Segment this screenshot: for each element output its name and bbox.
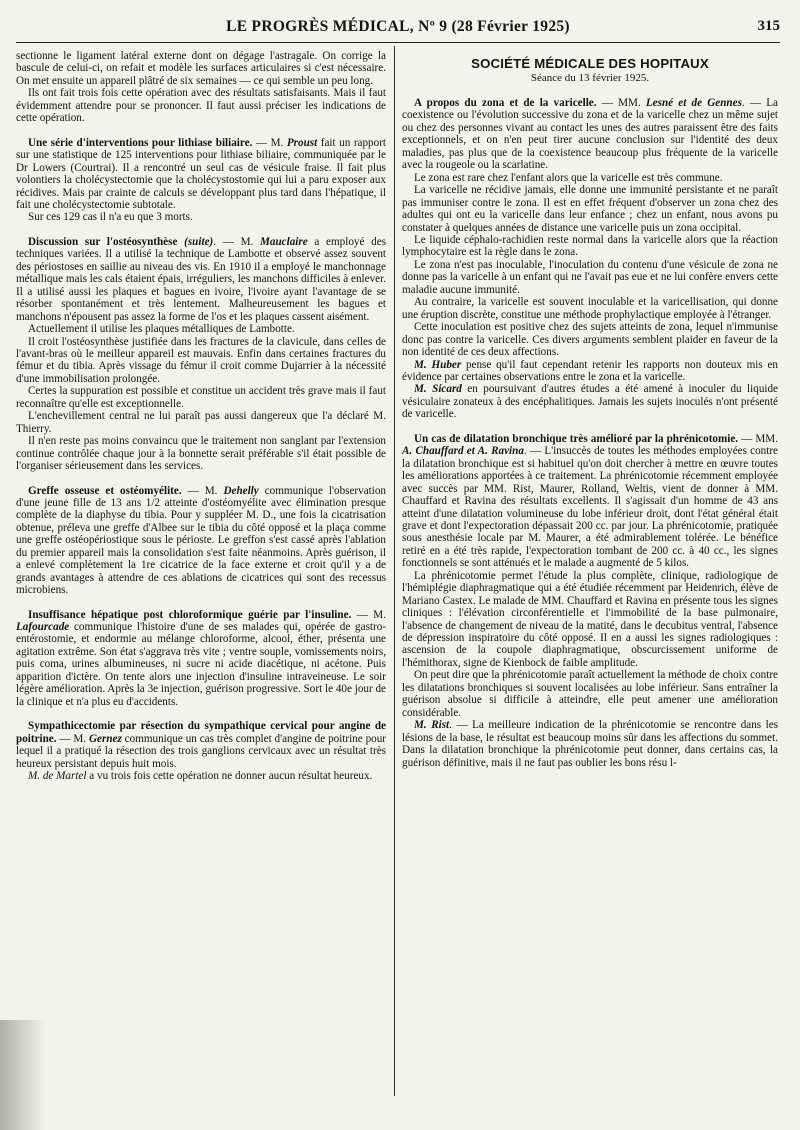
article-heading: Une série d'interventions pour lithiase biliaire. <box>28 136 253 149</box>
article-text: communique un cas très complet d'angine de poitrine pour lequel il a pratiqué la résection des trois ganglions cervicaux avec un résultat très heureux persistant depuis huit mois. <box>16 732 387 770</box>
paragraph: Le zona n'est pas inoculable, l'inoculation du contenu d'une vésicule de zona ne donne pas la varicelle à un enfant qui ne l'avait pas eue et ne lui confère envers cette maladie aucune immunité. <box>402 258 778 296</box>
article-heading-suite: (suite) <box>184 235 214 248</box>
journal-title: LE PROGRÈS MÉDICAL, Nº 9 (28 Février 1925) <box>226 18 570 35</box>
author-name: Lesné et de Gennes <box>645 97 742 109</box>
article-sympathicectomie <box>16 720 386 770</box>
article-heading: A propos du zona et de la varicelle. <box>414 97 597 109</box>
paragraph <box>402 383 778 420</box>
page-edge-shadow <box>0 1020 46 1130</box>
paragraph: Le liquide céphalo-rachidien reste normal dans la varicelle alors que la réaction lymphocytaire est la règle dans le zona. <box>402 233 778 259</box>
paragraph: Il n'en reste pas moins convaincu que le traitement non sanglant par l'extension continue contrôlée chaque jour à la bonnette serait préférable s'il était possible de l'organiser sérieusement dans les services. <box>16 435 386 473</box>
paragraph: La varicelle ne récidive jamais, elle donne une immunité persistante et ne paraît pas immuniser contre le zona. Il est en effet fréquent d'observer un zona chez des adultes qui ont eu la varicelle dans leur enfance ; chez un enfant, nous avons pu constater à quelques années de distance une varicelle puis un zona occipital. <box>402 184 778 234</box>
right-column <box>402 50 778 769</box>
paragraph: Cette inoculation est positive chez des sujets atteints de zona, lequel n'immunise donc pas contre la varicelle. Ces divers arguments semblent plaider en faveur de la non identité de ces deux affections. <box>402 321 778 359</box>
article-text: fait un rapport sur une statistique de 125 interventions pour lithiase biliaire, communiquée par le Dr Lowers (Courtrai). Il a rencontré un seul cas de vésicule fraise. Il fait plus volontiers la cholécystectomie que la cholécystostomie qui lui a paru exposer aux récidives. Mais par crainte de calculs se développant plus tard dans l'hépatique, il fait une cholécystectomie subtotale. <box>16 136 387 211</box>
article-zona <box>402 97 778 172</box>
article-osteosynthese <box>16 236 386 323</box>
article-text: . — L'insuccès de toutes les méthodes employées contre la dilatation bronchique est si habituel qu'on doit chercher à mettre en œuvre toutes les améliorations apportées à ce traitement. La phrénicotomie récemment employée avec succès par MM. Rist, Maurer, Rolland, Weltis, vient de donner à MM. Chauffard et Ravina des résultats excellents. Il s'agissait d'un homme de 43 ans atteint d'une dilatation volumineuse du lobe inférieur droit, dont l'état général était grave et dont l'expectoration dépassait 200 cc. par jour. La phrénicotomie, pratiquée sous anesthésie locale par M. Maurer, a été admirablement tolérée. Le bénéfice retiré en a été très rapide, l'expectoration tombant de 200 cc. à 40 cc., les signes fonctionnels se sont atténués et le malade a augmenté de 5 kilos. <box>402 445 779 570</box>
article-text: en poursuivant d'autres études a été amené à inoculer du liquide vésiculaire zonateux à des encéphalitiques. Jamais les sujets inoculés n'ont présenté de varicelle. <box>402 383 778 421</box>
article-text: pense qu'il faut cependant retenir les rapports non douteux mis en évidence par certaines observations entre le zona et la varicelle. <box>402 358 778 383</box>
section-title: SOCIÉTÉ MÉDICALE DES HOPITAUX <box>471 56 709 71</box>
article-text: . — La meilleure indication de la phrénicotomie se rencontre dans les lésions de la base, le résultat est beaucoup moins sûr dans les affections du sommet. Dans la dilatation bronchique la phrénicotomie peut donner, dans certains cas, la guérison définitive, mais il ne faut pas oublier les bons résu l- <box>402 719 779 769</box>
author-name: A. Chauffard et A. Ravina <box>402 445 524 458</box>
article-heading: Greffe osseuse et ostéomyélite. <box>28 484 182 497</box>
author-name: M. Rist <box>414 719 450 732</box>
dash: — MM. <box>596 97 646 109</box>
article-insuline <box>16 609 386 709</box>
article-text: a vu trois fois cette opération ne donner aucun résultat heureux. <box>86 770 373 783</box>
article-heading: Insuffisance hépatique post chloroformique guérie par l'insuline. <box>28 608 352 621</box>
paragraph <box>402 359 778 384</box>
paragraph: La phrénicotomie permet l'étude la plus complète, clinique, radiologique de l'hémiplégie diaphragmatique qui a été étudiée récemment par Heidenrich, élève de Mariano Castex. Le malade de MM. Chauffard et Ravina en présente tous les signes cliniques : l'élévation circonférentielle et l'immobilité de la base pulmonaire, l'absence de changement de niveau de la matité, dans le decubitus ventral, l'absence de dépression inspiratoire du côté opposé. Il en a aussi les signes radiologiques : ascension de la coupole diaphragmatique, obscurcissement uniforme de l'hémithorax, signe de Kienbock de faible amplitude. <box>402 569 778 669</box>
paragraph: Certes la suppuration est possible et constitue un accident très grave mais il faut reconnaître qu'elle est exceptionnelle. <box>16 385 386 410</box>
dash: — M. <box>351 608 386 621</box>
paragraph: L'enchevillement central ne lui paraît pas aussi dangereux que l'a déclaré M. Thierry. <box>16 410 386 435</box>
article-heading: Sympathicectomie par résection du sympathique cervical pour angine de poitrine. <box>16 720 386 745</box>
paragraph <box>402 719 778 769</box>
dash: — M. <box>181 484 224 497</box>
left-column <box>16 50 386 782</box>
article-lithiase <box>16 137 386 212</box>
paragraph: Le zona est rare chez l'enfant alors que la varicelle est très commune. <box>414 171 723 184</box>
running-header <box>16 18 780 38</box>
author-name: Lafourcade <box>16 621 70 634</box>
author-name: Gernez <box>89 732 122 745</box>
author-name: Proust <box>286 136 318 149</box>
author-name: Dehelly <box>223 484 259 497</box>
article-text: communique l'observation d'une jeune fille de 13 ans 1/2 atteinte d'ostéomyélite avec élimination presque complète de la diaphyse du tibia. Pour y suppléer M. D., une fois la cicatrisation obtenue, préleva une greffe d'Albee sur le tibia du côté opposé et la plaça comme une greffe ostéopériostique sous le périoste. Le greffon s'est cassé après l'ablation du premier appareil mais la consolidation s'est faite néanmoins. Après guérison, il a enlevé complètement la 1re cicatrice de la face externe et croit qu'il y a de grands avantages à attendre de ces ablations de cicatrices qui sont des recessus microbiens. <box>16 484 386 597</box>
article-dilatation <box>402 433 778 570</box>
paragraph: Il croit l'ostéosynthèse justifiée dans les fractures de la clavicule, dans celles de l'avant-bras où le meilleur appareil est mauvais. Enfin dans certaines fractures du fémur et du tibia. Après vissage du fémur il croit comme Dujarrier à la nécessité d'une immobilisation prolongée. <box>16 335 386 385</box>
paragraph: On peut dire que la phrénicotomie paraît actuellement la méthode de choix contre les dilatations bronchiques si souvent localisées au lobe inférieur. Sans entraîner la guérison absolue si difficile à atteindre, elle peut amener une amélioration considérable. <box>402 669 778 719</box>
paragraph: Actuellement il utilise les plaques métalliques de Lambotte. <box>28 323 295 336</box>
article-text: . — La coexistence ou l'évolution successive du zona et de la varicelle chez un même sujet ou chez des personnes vivant au contact les unes des autres paraissent être des faits exceptionnels, et on n'en peut tirer aucune conclusion sur l'identité des deux maladies, pas plus que de la coexistence beaucoup plus fréquente de la varicelle avec la rougeole ou la scarlatine. <box>402 97 778 172</box>
paragraph: sectionne le ligament latéral externe dont on dégage l'astragale. On corrige la bascule de celui-ci, on refait et modèle les surfaces articulaires si c'est nécessaire. On met ensuite un appareil plâtré de six semaines — ce qui semble un peu long. <box>16 50 386 87</box>
article-heading: Un cas de dilatation bronchique très amélioré par la phrénicotomie. <box>414 432 739 445</box>
dash: — MM. <box>738 432 778 445</box>
article-text: a employé des techniques variées. Il a utilisé la technique de Lambotte et observé assez souvent des périostoses en saillie au niveau des vis. En 1910 il a employé le manchonnage métallique mais les cals étaient épais, irréguliers, les manchons difficiles à enlever. Il a utilisé aussi les plaques et bagues en ivoire, l'ivoire ayant l'avantage de se résorber spontanément et très lentement. Malheureusement les bagues et manchons n'épousent pas assez la forme de l'os et les plaques cassent aisément. <box>16 235 386 323</box>
page-number: 315 <box>757 18 780 34</box>
paragraph: Au contraire, la varicelle est souvent inoculable et la varicellisation, qui donne une éruption discrète, constitue une méthode prophylactique employée à l'étranger. <box>402 296 778 321</box>
dash: — M. <box>56 732 89 745</box>
dash: . — M. <box>213 235 260 248</box>
author-name: M. Sicard <box>414 383 462 396</box>
header-rule <box>16 42 780 43</box>
author-name: M. de Martel <box>28 770 87 783</box>
article-greffe <box>16 485 386 597</box>
dash: — M. <box>252 136 287 149</box>
paragraph: Ils ont fait trois fois cette opération avec des résultats satisfaisants. Mais il faut évidemment attendre pour se prononcer. Il faut aussi préciser les indications de cette opération. <box>16 87 386 125</box>
column-divider <box>394 46 395 1096</box>
article-text: communique l'histoire d'une de ses malades qui, opérée de gastro-entérostomie, et endormie au mélange chloroforme, alcool, éther, présenta une agitation extrême. Son état s'aggrava très vite ; ventre souple, vomissements noirs, puis coma, urines albumineuses, ni sucre ni acide diacétique, ni acétone. Puis apparition d'ictère. On tente alors une injection d'insuline intraveineuse. Le soir légère amélioration. Après la 3e injection, guérison progressive. Sort le 40e jour de la clinique et n'a plus eu d'accidents. <box>16 621 386 708</box>
author-name: Mauclaire <box>260 235 308 248</box>
article-heading: Discussion sur l'ostéosynthèse <box>28 235 178 248</box>
paragraph: Sur ces 129 cas il n'a eu que 3 morts. <box>28 211 193 224</box>
section-date: Séance du 13 février 1925. <box>530 72 650 84</box>
author-name: M. Huber <box>414 358 462 371</box>
paragraph <box>16 770 386 782</box>
